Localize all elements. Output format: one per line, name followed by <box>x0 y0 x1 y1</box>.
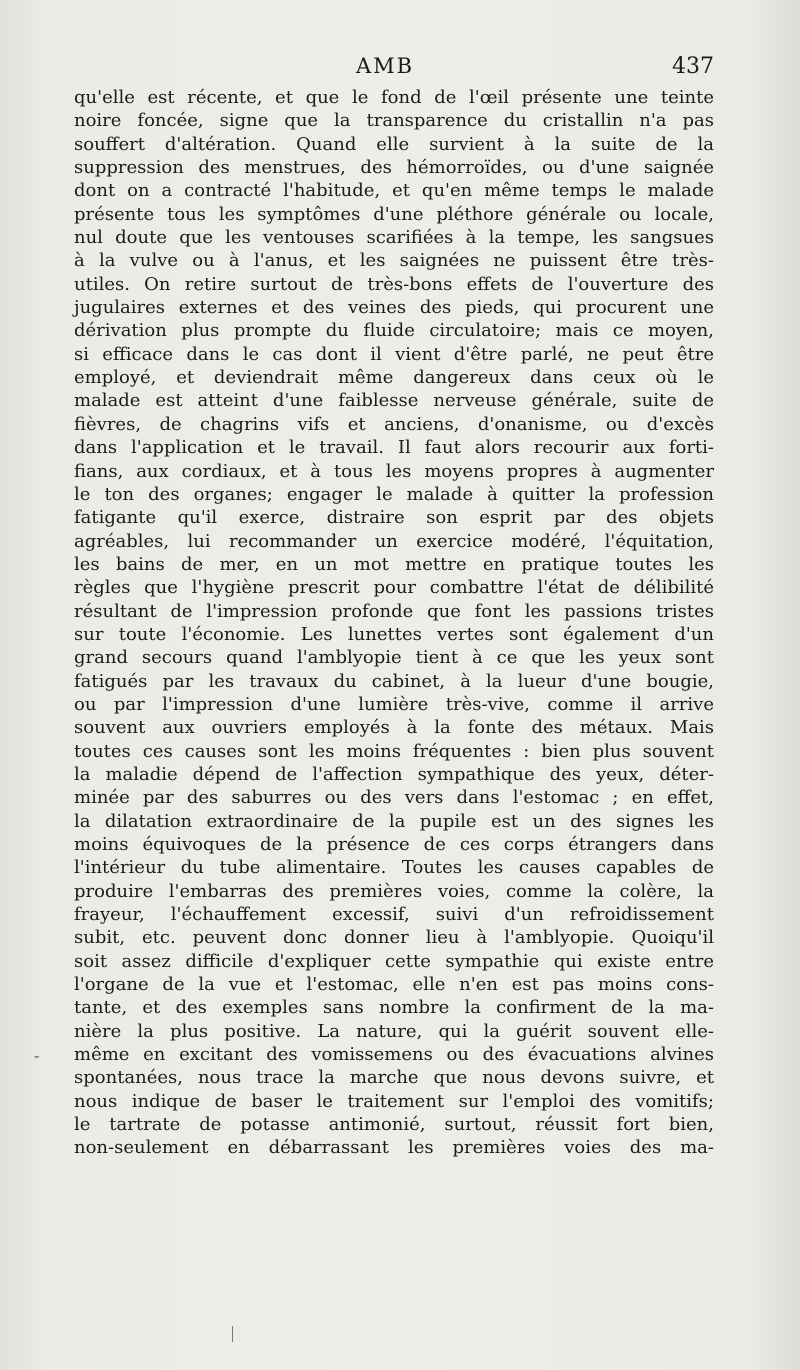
text-line: qu'elle est récente, et que le fond de l'œil présente une teinte <box>74 87 714 108</box>
text-line: souvent aux ouvriers employés à la fonte des métaux. Mais <box>74 717 714 739</box>
text-line: spontanées, nous trace la marche que nous devons suivre, et <box>74 1067 714 1089</box>
text-line: sur toute l'économie. Les lunettes vertes sont également d'un <box>74 623 714 645</box>
text-line: à la vulve ou à l'anus, et les saignées ne puissent être très- <box>74 250 714 272</box>
text-line: présente tous les symptômes d'une pléthore générale ou locale, <box>74 203 714 225</box>
text-line: toutes ces causes sont les moins fréquentes : bien plus souvent <box>74 740 714 762</box>
text-line: fièvres, de chagrins vifs et anciens, d'onanisme, ou d'excès <box>74 413 714 435</box>
text-line: fatigante qu'il exerce, distraire son esprit par des objets <box>74 507 714 529</box>
text-line: frayeur, l'échauffement excessif, suivi d'un refroidissement <box>74 904 714 926</box>
text-line: même en excitant des vomissemens ou des évacuations alvines <box>74 1044 714 1066</box>
text-line: ou par l'impression d'une lumière très-vive, comme il arrive <box>74 693 714 715</box>
margin-dash-mark: - <box>34 1046 40 1065</box>
text-line: tante, et des exemples sans nombre la confirment de la ma- <box>74 997 714 1019</box>
text-line: l'intérieur du tube alimentaire. Toutes les causes capables de <box>74 857 714 879</box>
text-line: dont on a contracté l'habitude, et qu'en même temps le malade <box>74 180 714 202</box>
text-line: les bains de mer, en un mot mettre en pratique toutes les <box>74 553 714 575</box>
text-line: souffert d'altération. Quand elle survient à la suite de la <box>74 133 714 155</box>
text-line: malade est atteint d'une faiblesse nerveuse générale, suite de <box>74 390 714 412</box>
text-line: dérivation plus prompte du fluide circulatoire; mais ce moyen, <box>74 320 714 342</box>
text-line: la maladie dépend de l'affection sympathique des yeux, déter- <box>74 763 714 785</box>
text-line: si efficace dans le cas dont il vient d'être parlé, ne peut être <box>74 343 714 365</box>
text-line: grand secours quand l'amblyopie tient à ce que les yeux sont <box>74 647 714 669</box>
text-line: résultant de l'impression profonde que font les passions tristes <box>74 600 714 622</box>
text-line: subit, etc. peuvent donc donner lieu à l'amblyopie. Quoiqu'il <box>74 927 714 949</box>
text-line: employé, et deviendrait même dangereux dans ceux où le <box>74 367 714 389</box>
text-line: fians, aux cordiaux, et à tous les moyens propres à augmenter <box>74 460 714 482</box>
text-line: minée par des saburres ou des vers dans l'estomac ; en effet, <box>74 787 714 809</box>
text-line: soit assez difficile d'expliquer cette sympathie qui existe entre <box>74 950 714 972</box>
text-line: utiles. On retire surtout de très-bons effets de l'ouverture des <box>74 273 714 295</box>
text-line: agréables, lui recommander un exercice modéré, l'équitation, <box>74 530 714 552</box>
text-line: suppression des menstrues, des hémorroïdes, ou d'une saignée <box>74 157 714 179</box>
text-line: noire foncée, signe que la transparence du cristallin n'a pas <box>74 110 714 132</box>
text-line: nous indique de baser le traitement sur l'emploi des vomitifs; <box>74 1090 714 1112</box>
text-line: règles que l'hygiène prescrit pour combattre l'état de délibilité <box>74 577 714 599</box>
text-line: nière la plus positive. La nature, qui la guérit souvent elle- <box>74 1020 714 1042</box>
body-text <box>74 86 714 1160</box>
text-line: le tartrate de potasse antimonié, surtout, réussit fort bien, <box>74 1114 714 1136</box>
text-line: l'organe de la vue et l'estomac, elle n'en est pas moins cons- <box>74 974 714 996</box>
text-line: dans l'application et le travail. Il faut alors recourir aux forti- <box>74 437 714 459</box>
page-number: 437 <box>672 54 714 79</box>
running-head-title: AMB <box>356 54 415 78</box>
text-line: fatigués par les travaux du cabinet, à la lueur d'une bougie, <box>74 670 714 692</box>
text-line: moins équivoques de la présence de ces corps étrangers dans <box>74 834 714 855</box>
text-line: produire l'embarras des premières voies, comme la colère, la <box>74 880 714 902</box>
text-line: nul doute que les ventouses scarifiées à la tempe, les sangsues <box>74 227 714 249</box>
bottom-stray-mark <box>232 1326 233 1342</box>
text-line: jugulaires externes et des veines des pieds, qui procurent une <box>74 297 714 319</box>
text-line: la dilatation extraordinaire de la pupile est un des signes les <box>74 810 714 832</box>
text-line: le ton des organes; engager le malade à quitter la profession <box>74 483 714 505</box>
running-header <box>0 54 800 84</box>
text-line: non-seulement en débarrassant les premières voies des ma- <box>74 1137 714 1159</box>
